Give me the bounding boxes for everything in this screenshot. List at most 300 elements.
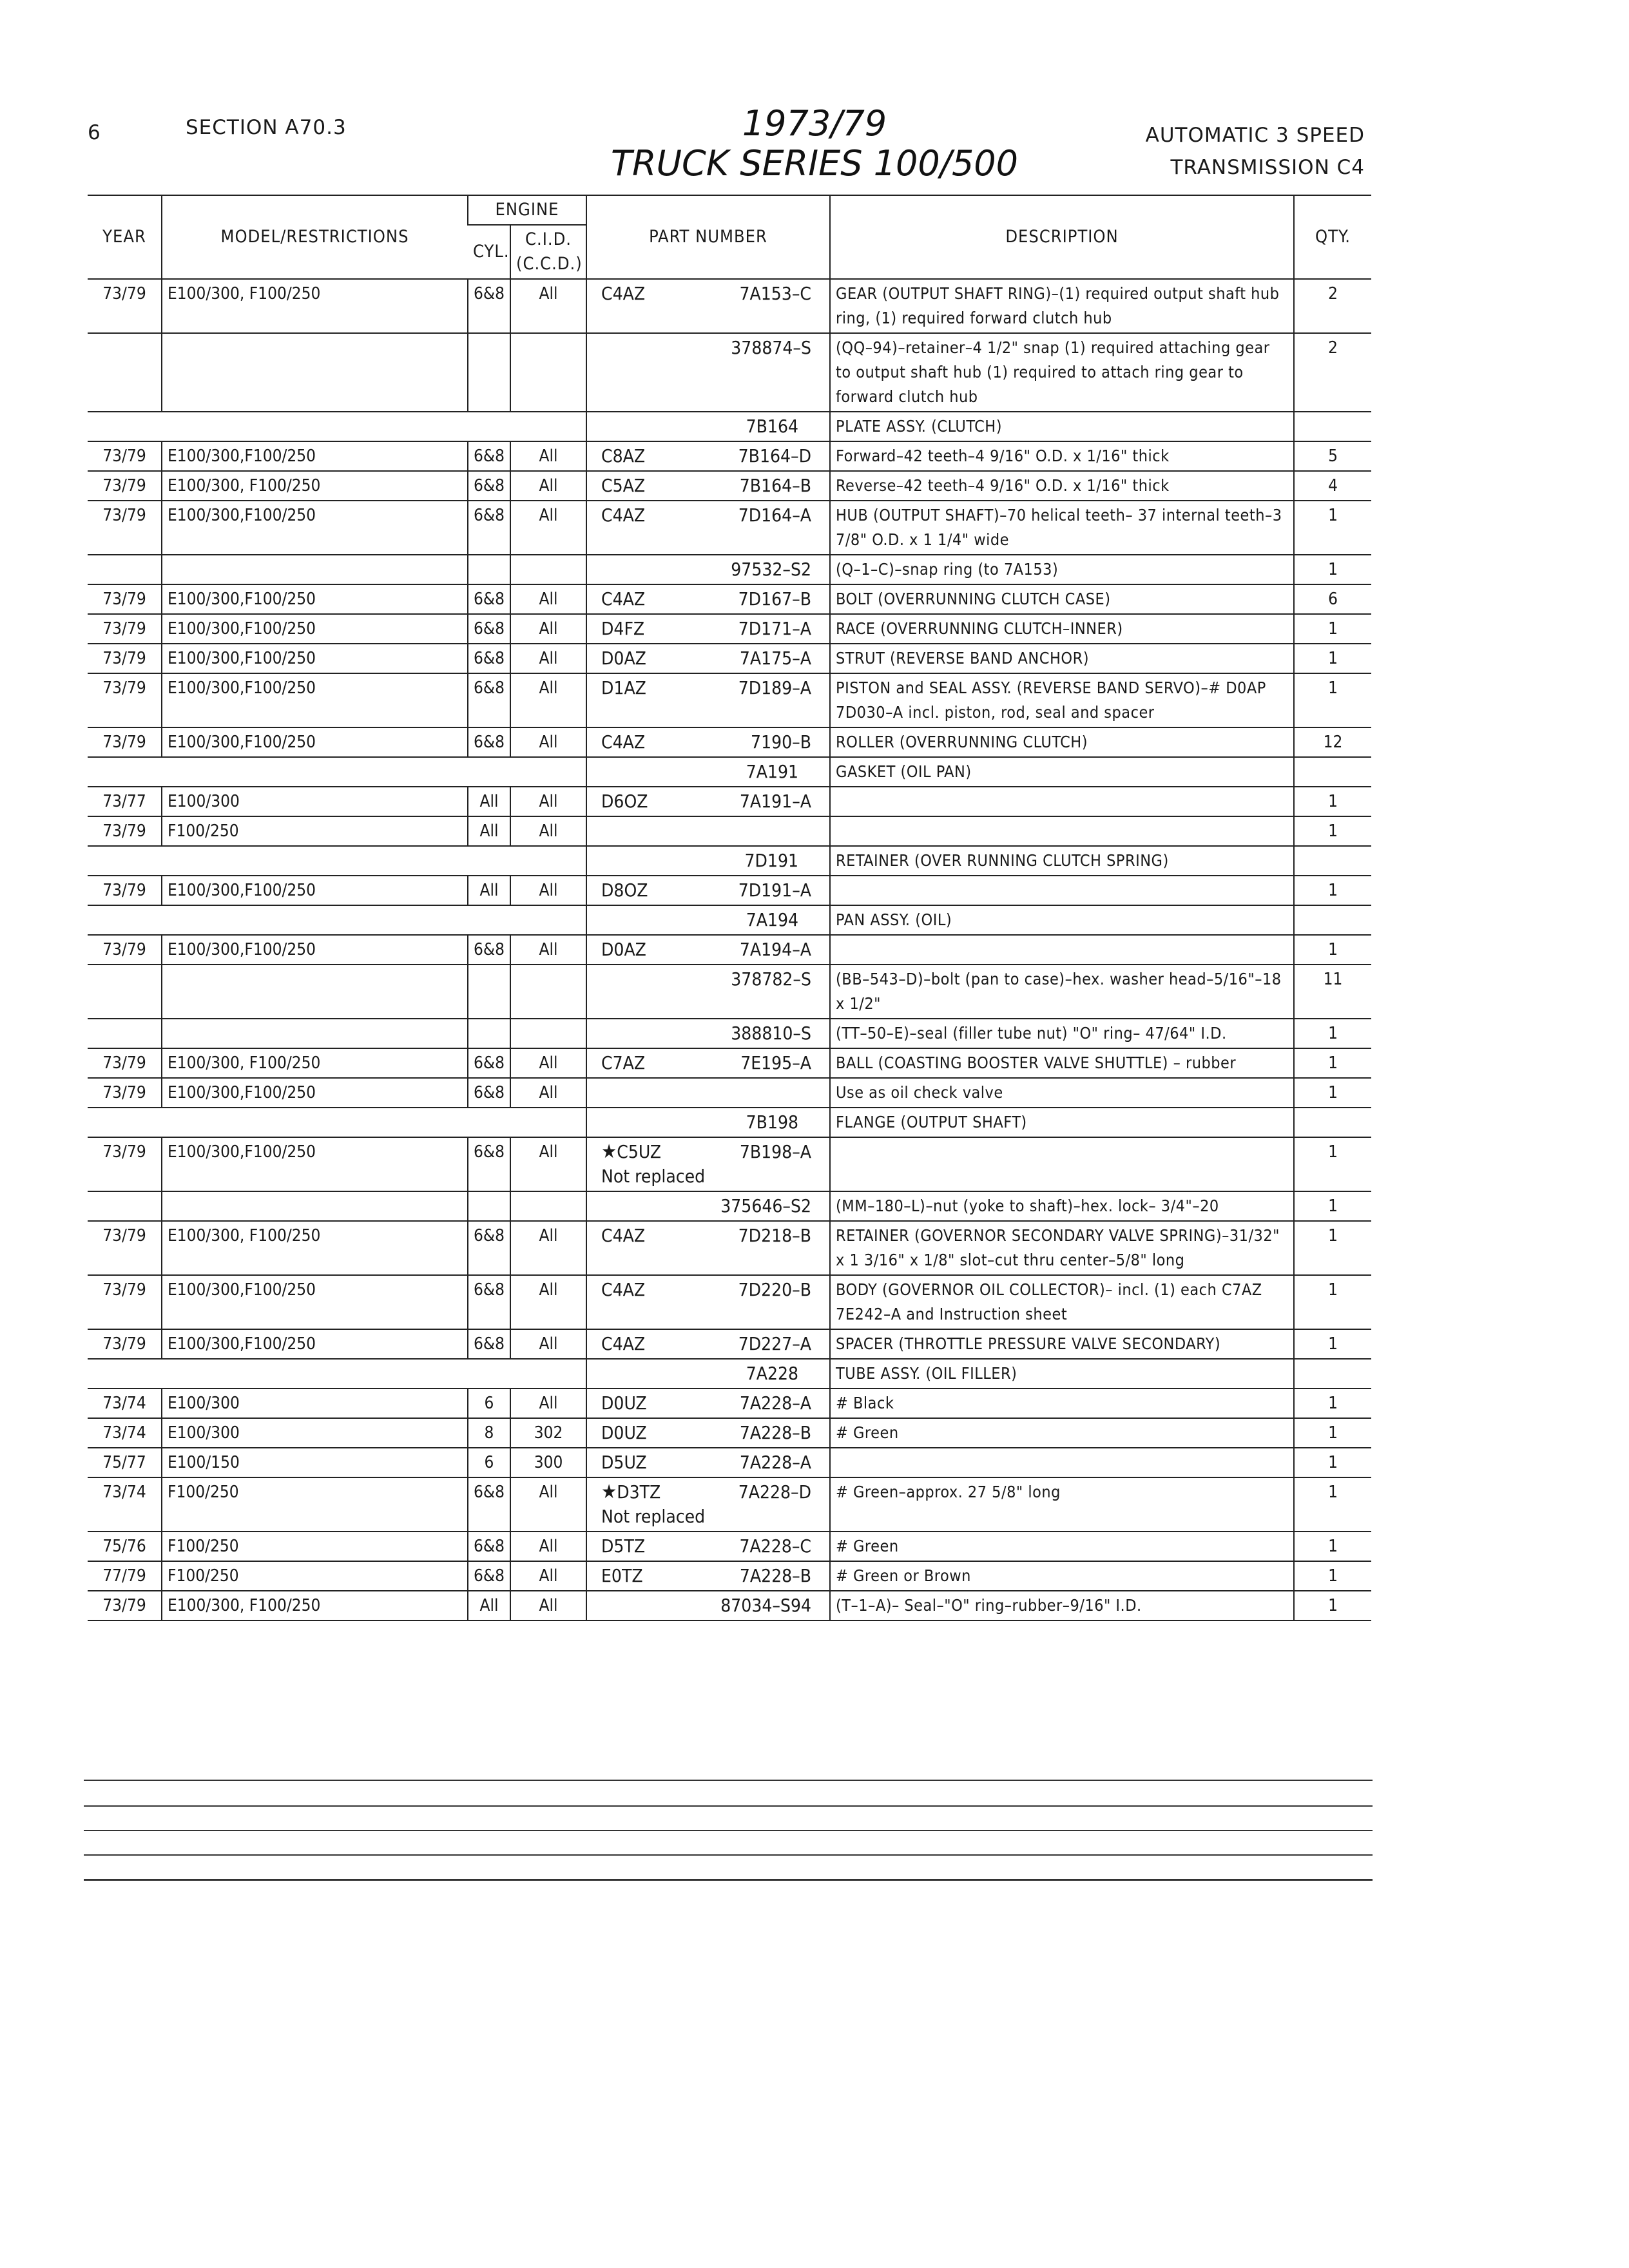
part-number-cell xyxy=(586,1191,830,1221)
part-number-line xyxy=(592,789,824,814)
description-cell xyxy=(830,787,1294,816)
cid-cell: All xyxy=(510,1048,586,1078)
part-number-cell xyxy=(586,757,830,787)
base-part-row xyxy=(88,1359,1371,1389)
qty-cell xyxy=(1294,412,1371,441)
part-number-line xyxy=(592,1140,824,1164)
table-row xyxy=(88,1389,1371,1418)
part-prefix-group xyxy=(601,676,646,700)
table-row xyxy=(88,1418,1371,1448)
col-header-cid xyxy=(510,225,586,279)
part-prefix-group xyxy=(601,789,648,814)
qty-cell xyxy=(1294,1359,1371,1389)
part-number-line xyxy=(592,1224,824,1248)
model-cell: E100/300,F100/250 xyxy=(162,876,468,905)
part-number: 7D171–A xyxy=(738,618,812,639)
row-spacer xyxy=(88,1108,586,1137)
table-row xyxy=(88,333,1371,412)
base-part-number: 7A194 xyxy=(746,909,799,930)
star-icon: ★ xyxy=(601,1481,617,1503)
col-header-description: DESCRIPTION xyxy=(830,195,1294,279)
part-prefix-group xyxy=(601,617,644,641)
part-number-cell xyxy=(586,816,830,846)
part-number-line xyxy=(592,1421,824,1445)
qty-cell: 11 xyxy=(1294,965,1371,1019)
part-number-line xyxy=(592,1278,824,1302)
qty-cell: 1 xyxy=(1294,1418,1371,1448)
part-prefix: D0UZ xyxy=(601,1392,647,1414)
table-row xyxy=(88,501,1371,555)
part-number: 7D167–B xyxy=(738,588,812,610)
part-prefix: D5TZ xyxy=(601,1535,646,1557)
table-row xyxy=(88,965,1371,1019)
col-header-ccd-label: (C.C.D.) xyxy=(516,254,583,274)
cid-cell xyxy=(510,1019,586,1048)
year-cell xyxy=(88,333,162,412)
cid-cell: All xyxy=(510,816,586,846)
part-number: 7A153–C xyxy=(739,283,812,304)
part-number-cell xyxy=(586,1137,830,1191)
qty-cell xyxy=(1294,905,1371,935)
description-cell: BALL (COASTING BOOSTER VALVE SHUTTLE) – rubber xyxy=(830,1048,1294,1078)
table-row xyxy=(88,1532,1371,1561)
qty-cell: 4 xyxy=(1294,471,1371,501)
year-cell xyxy=(88,1191,162,1221)
part-number-cell xyxy=(586,1078,830,1108)
description-cell: BODY (GOVERNOR OIL COLLECTOR)– incl. (1) each C7AZ 7E242–A and Instruction sheet xyxy=(830,1275,1294,1329)
part-number-cell xyxy=(586,1048,830,1078)
parts-rows xyxy=(88,279,1371,1620)
year-cell: 73/79 xyxy=(88,501,162,555)
description-cell: (Q–1–C)–snap ring (to 7A153) xyxy=(830,555,1294,584)
part-number-cell xyxy=(586,441,830,471)
part-number: 7A228–A xyxy=(739,1452,812,1473)
table-row xyxy=(88,1448,1371,1477)
table-row xyxy=(88,441,1371,471)
year-cell: 73/74 xyxy=(88,1418,162,1448)
cyl-cell: 6 xyxy=(468,1389,510,1418)
part-number: 7A228–B xyxy=(739,1565,812,1586)
model-cell: F100/250 xyxy=(162,1477,468,1532)
part-number-cell xyxy=(586,905,830,935)
part-prefix: D0UZ xyxy=(601,1422,647,1443)
year-cell: 73/79 xyxy=(88,644,162,673)
part-number-line xyxy=(592,1021,824,1046)
year-cell: 73/79 xyxy=(88,1137,162,1191)
year-cell xyxy=(88,965,162,1019)
part-number: 7D164–A xyxy=(738,505,812,526)
qty-cell: 1 xyxy=(1294,501,1371,555)
model-cell xyxy=(162,1019,468,1048)
part-prefix-group xyxy=(601,444,645,468)
year-cell: 73/79 xyxy=(88,727,162,757)
year-cell: 73/79 xyxy=(88,1329,162,1359)
description-cell: HUB (OUTPUT SHAFT)–70 helical teeth– 37 internal teeth–3 7/8" O.D. x 1 1/4" wide xyxy=(830,501,1294,555)
model-cell: F100/250 xyxy=(162,816,468,846)
cid-cell: All xyxy=(510,1591,586,1620)
part-number: 7A228–B xyxy=(739,1422,812,1443)
part-number-cell xyxy=(586,471,830,501)
year-cell: 73/79 xyxy=(88,876,162,905)
base-part-row xyxy=(88,757,1371,787)
qty-cell xyxy=(1294,1108,1371,1137)
cid-cell: All xyxy=(510,1221,586,1275)
part-number-cell xyxy=(586,279,830,333)
description-cell xyxy=(830,1448,1294,1477)
cyl-cell: 6&8 xyxy=(468,279,510,333)
year-cell: 73/79 xyxy=(88,673,162,727)
year-cell: 73/79 xyxy=(88,1048,162,1078)
cid-cell: All xyxy=(510,584,586,614)
qty-cell: 1 xyxy=(1294,1448,1371,1477)
cyl-cell: 6&8 xyxy=(468,1078,510,1108)
description-cell xyxy=(830,1137,1294,1191)
part-number-cell xyxy=(586,1591,830,1620)
year-cell: 73/79 xyxy=(88,471,162,501)
col-header-qty: QTY. xyxy=(1294,195,1371,279)
part-number: 388810–S xyxy=(731,1023,812,1044)
part-number-cell xyxy=(586,965,830,1019)
part-prefix-group xyxy=(601,937,646,962)
part-prefix-group xyxy=(601,282,645,306)
footer-rule xyxy=(84,1854,1373,1856)
description-cell: RETAINER (OVER RUNNING CLUTCH SPRING) xyxy=(830,846,1294,876)
table-row xyxy=(88,876,1371,905)
year-cell: 73/74 xyxy=(88,1389,162,1418)
part-number-line xyxy=(592,557,824,582)
model-cell: F100/250 xyxy=(162,1532,468,1561)
footer-rule xyxy=(84,1879,1373,1881)
description-cell: SPACER (THROTTLE PRESSURE VALVE SECONDARY) xyxy=(830,1329,1294,1359)
part-number-cell xyxy=(586,673,830,727)
transmission-type: AUTOMATIC 3 SPEED xyxy=(1145,124,1365,147)
part-prefix: E0TZ xyxy=(601,1565,643,1586)
cyl-cell xyxy=(468,555,510,584)
part-prefix: D3TZ xyxy=(617,1481,661,1503)
model-cell: E100/300, F100/250 xyxy=(162,279,468,333)
part-prefix-group xyxy=(601,1564,643,1588)
cyl-cell: 6&8 xyxy=(468,1532,510,1561)
cyl-cell: All xyxy=(468,787,510,816)
base-part-row xyxy=(88,905,1371,935)
cyl-cell xyxy=(468,1191,510,1221)
description-cell: FLANGE (OUTPUT SHAFT) xyxy=(830,1108,1294,1137)
description-cell: (MM–180–L)–nut (yoke to shaft)–hex. lock– 3/4"–20 xyxy=(830,1191,1294,1221)
qty-cell: 1 xyxy=(1294,1561,1371,1591)
table-row xyxy=(88,816,1371,846)
part-number-line xyxy=(592,1534,824,1559)
model-cell: E100/300 xyxy=(162,787,468,816)
footer-rule xyxy=(84,1830,1373,1831)
star-icon: ★ xyxy=(601,1140,617,1163)
qty-cell: 1 xyxy=(1294,935,1371,965)
model-cell: E100/300,F100/250 xyxy=(162,727,468,757)
col-header-part-number: PART NUMBER xyxy=(586,195,830,279)
cid-cell: All xyxy=(510,501,586,555)
parts-table xyxy=(88,195,1371,1621)
part-number: 7E195–A xyxy=(740,1052,812,1073)
part-number-cell xyxy=(586,1448,830,1477)
cid-cell: All xyxy=(510,1137,586,1191)
cid-cell: All xyxy=(510,787,586,816)
part-number-line xyxy=(592,503,824,528)
part-prefix-group xyxy=(601,646,646,671)
year-cell: 75/76 xyxy=(88,1532,162,1561)
part-number-cell xyxy=(586,1477,830,1532)
cyl-cell xyxy=(468,333,510,412)
part-number-cell xyxy=(586,846,830,876)
year-cell: 75/77 xyxy=(88,1448,162,1477)
cid-cell xyxy=(510,333,586,412)
cid-cell: All xyxy=(510,1389,586,1418)
part-number-line xyxy=(592,1564,824,1588)
description-cell: (TT–50–E)–seal (filler tube nut) "O" ring– 47/64" I.D. xyxy=(830,1019,1294,1048)
row-spacer xyxy=(88,1359,586,1389)
description-cell: PAN ASSY. (OIL) xyxy=(830,905,1294,935)
row-spacer xyxy=(88,412,586,441)
qty-cell: 1 xyxy=(1294,644,1371,673)
part-number: 7A228–A xyxy=(739,1392,812,1414)
qty-cell: 1 xyxy=(1294,1019,1371,1048)
part-prefix-group xyxy=(601,474,645,498)
model-cell xyxy=(162,333,468,412)
part-number-line xyxy=(592,646,824,671)
cid-cell: All xyxy=(510,1561,586,1591)
table-row xyxy=(88,1137,1371,1191)
cid-cell: All xyxy=(510,471,586,501)
year-cell: 73/79 xyxy=(88,279,162,333)
table-row xyxy=(88,1275,1371,1329)
model-cell: E100/300, F100/250 xyxy=(162,1591,468,1620)
base-part-row xyxy=(88,846,1371,876)
cid-cell: 300 xyxy=(510,1448,586,1477)
base-part-number: 7B164 xyxy=(746,416,799,437)
cyl-cell: 6&8 xyxy=(468,501,510,555)
part-note: Not replaced xyxy=(601,1506,706,1527)
part-prefix-group xyxy=(601,1450,647,1475)
cyl-cell: 8 xyxy=(468,1418,510,1448)
qty-cell: 2 xyxy=(1294,333,1371,412)
part-prefix-group xyxy=(601,1051,645,1075)
cyl-cell: 6&8 xyxy=(468,1561,510,1591)
qty-cell: 1 xyxy=(1294,1221,1371,1275)
part-number-cell xyxy=(586,1275,830,1329)
part-prefix-group xyxy=(601,1224,645,1248)
cid-cell: All xyxy=(510,876,586,905)
part-number-cell xyxy=(586,644,830,673)
description-cell: RACE (OVERRUNNING CLUTCH–INNER) xyxy=(830,614,1294,644)
model-cell: E100/300, F100/250 xyxy=(162,1048,468,1078)
row-spacer xyxy=(88,846,586,876)
year-cell: 73/79 xyxy=(88,441,162,471)
model-cell: E100/300,F100/250 xyxy=(162,1078,468,1108)
part-number-cell xyxy=(586,1561,830,1591)
cid-cell: All xyxy=(510,441,586,471)
qty-cell: 6 xyxy=(1294,584,1371,614)
part-number: 7B198–A xyxy=(739,1141,812,1162)
part-number: 378874–S xyxy=(731,337,812,358)
footer-rule xyxy=(84,1780,1373,1781)
part-prefix-group xyxy=(601,1391,647,1416)
description-cell: BOLT (OVERRUNNING CLUTCH CASE) xyxy=(830,584,1294,614)
cid-cell: All xyxy=(510,1275,586,1329)
model-cell xyxy=(162,555,468,584)
part-number-cell xyxy=(586,584,830,614)
part-prefix: C7AZ xyxy=(601,1052,646,1073)
cid-cell xyxy=(510,965,586,1019)
qty-cell: 5 xyxy=(1294,441,1371,471)
part-number-cell xyxy=(586,1019,830,1048)
base-part-number: 7A228 xyxy=(746,1363,799,1384)
part-number-line xyxy=(592,587,824,611)
part-number-cell xyxy=(586,501,830,555)
year-cell: 73/79 xyxy=(88,816,162,846)
cid-cell: All xyxy=(510,673,586,727)
cyl-cell xyxy=(468,965,510,1019)
cid-cell xyxy=(510,1191,586,1221)
description-cell: (BB–543–D)–bolt (pan to case)–hex. washer head–5/16"–18 x 1/2" xyxy=(830,965,1294,1019)
cyl-cell: 6&8 xyxy=(468,644,510,673)
part-prefix-group xyxy=(601,1421,647,1445)
qty-cell: 1 xyxy=(1294,876,1371,905)
description-cell: GEAR (OUTPUT SHAFT RING)–(1) required output shaft hub ring, (1) required forward clutch hub xyxy=(830,279,1294,333)
year-cell xyxy=(88,555,162,584)
year-cell xyxy=(88,1019,162,1048)
part-number-line xyxy=(592,1332,824,1356)
model-cell: E100/300,F100/250 xyxy=(162,1275,468,1329)
part-prefix: C4AZ xyxy=(601,283,646,304)
description-cell: # Black xyxy=(830,1389,1294,1418)
part-number: 7A228–C xyxy=(739,1535,812,1557)
year-cell: 73/74 xyxy=(88,1477,162,1532)
description-cell xyxy=(830,876,1294,905)
part-prefix: C4AZ xyxy=(601,1333,646,1354)
cid-cell: 302 xyxy=(510,1418,586,1448)
table-row xyxy=(88,555,1371,584)
description-cell: # Green or Brown xyxy=(830,1561,1294,1591)
description-cell: (T–1–A)– Seal–"O" ring–rubber–9/16" I.D. xyxy=(830,1591,1294,1620)
part-prefix: C5UZ xyxy=(617,1141,662,1162)
cyl-cell: All xyxy=(468,1591,510,1620)
model-cell: E100/300,F100/250 xyxy=(162,644,468,673)
qty-cell xyxy=(1294,846,1371,876)
cid-cell: All xyxy=(510,935,586,965)
part-prefix: D0AZ xyxy=(601,648,646,669)
table-row xyxy=(88,1019,1371,1048)
year-cell: 73/79 xyxy=(88,1221,162,1275)
col-header-cyl: CYL. xyxy=(468,225,510,279)
year-cell: 77/79 xyxy=(88,1561,162,1591)
part-prefix-group xyxy=(601,1332,645,1356)
description-cell: PISTON and SEAL ASSY. (REVERSE BAND SERVO)–# D0AP 7D030–A incl. piston, rod, seal and spacer xyxy=(830,673,1294,727)
description-cell xyxy=(830,935,1294,965)
cid-cell: All xyxy=(510,727,586,757)
col-header-model: MODEL/RESTRICTIONS xyxy=(162,195,468,279)
qty-cell: 1 xyxy=(1294,1532,1371,1561)
year-cell: 73/79 xyxy=(88,1591,162,1620)
part-prefix: C4AZ xyxy=(601,588,646,610)
part-number-cell xyxy=(586,1329,830,1359)
part-number: 7A228–D xyxy=(738,1481,812,1503)
part-number-line xyxy=(592,937,824,962)
part-number: 97532–S2 xyxy=(731,559,812,580)
part-number: 7190–B xyxy=(751,731,812,753)
part-prefix: C4AZ xyxy=(601,731,646,753)
transmission-model: TRANSMISSION C4 xyxy=(1170,156,1365,179)
qty-cell xyxy=(1294,757,1371,787)
part-number: 7A194–A xyxy=(739,939,812,960)
part-number: 7A175–A xyxy=(739,648,812,669)
part-prefix: C4AZ xyxy=(601,1225,646,1246)
cid-cell: All xyxy=(510,1477,586,1532)
base-part-number: 7D191 xyxy=(744,850,799,871)
part-number-line xyxy=(592,444,824,468)
table-row xyxy=(88,673,1371,727)
model-cell: E100/150 xyxy=(162,1448,468,1477)
cyl-cell: 6&8 xyxy=(468,1048,510,1078)
description-cell: # Green–approx. 27 5/8" long xyxy=(830,1477,1294,1532)
cyl-cell xyxy=(468,1019,510,1048)
cyl-cell: 6&8 xyxy=(468,471,510,501)
part-number: 7D218–B xyxy=(738,1225,812,1246)
description-cell: # Green xyxy=(830,1532,1294,1561)
model-cell: E100/300, F100/250 xyxy=(162,471,468,501)
cid-cell xyxy=(510,555,586,584)
cid-cell: All xyxy=(510,614,586,644)
cyl-cell: 6&8 xyxy=(468,1329,510,1359)
qty-cell: 1 xyxy=(1294,1048,1371,1078)
part-number: 7D191–A xyxy=(738,879,812,901)
table-row xyxy=(88,1591,1371,1620)
qty-cell: 1 xyxy=(1294,816,1371,846)
part-number-line xyxy=(592,1450,824,1475)
table-row xyxy=(88,614,1371,644)
part-number-line xyxy=(592,1391,824,1416)
part-prefix: D1AZ xyxy=(601,677,646,698)
base-part-row xyxy=(88,412,1371,441)
part-prefix: C8AZ xyxy=(601,445,646,466)
part-number: 7D227–A xyxy=(738,1333,812,1354)
cyl-cell: 6&8 xyxy=(468,1137,510,1191)
part-prefix-group xyxy=(601,1140,661,1164)
part-prefix: C5AZ xyxy=(601,475,646,496)
table-row xyxy=(88,935,1371,965)
part-prefix: D6OZ xyxy=(601,791,648,812)
table-row xyxy=(88,727,1371,757)
model-cell: E100/300 xyxy=(162,1418,468,1448)
qty-cell: 1 xyxy=(1294,1329,1371,1359)
qty-cell: 1 xyxy=(1294,1191,1371,1221)
table-row xyxy=(88,471,1371,501)
description-cell: PLATE ASSY. (CLUTCH) xyxy=(830,412,1294,441)
part-prefix: C4AZ xyxy=(601,505,646,526)
table-row xyxy=(88,584,1371,614)
table-row xyxy=(88,1191,1371,1221)
cid-cell: All xyxy=(510,1329,586,1359)
year-cell: 73/77 xyxy=(88,787,162,816)
part-number: 378782–S xyxy=(731,968,812,990)
part-prefix-group xyxy=(601,587,645,611)
part-prefix: D4FZ xyxy=(601,618,645,639)
cyl-cell: All xyxy=(468,816,510,846)
cyl-cell: 6&8 xyxy=(468,1221,510,1275)
qty-cell: 1 xyxy=(1294,1275,1371,1329)
model-cell: E100/300,F100/250 xyxy=(162,614,468,644)
cyl-cell: 6&8 xyxy=(468,1275,510,1329)
part-number-line xyxy=(592,474,824,498)
model-cell: E100/300 xyxy=(162,1389,468,1418)
title-years: 1973/79 xyxy=(742,103,887,144)
